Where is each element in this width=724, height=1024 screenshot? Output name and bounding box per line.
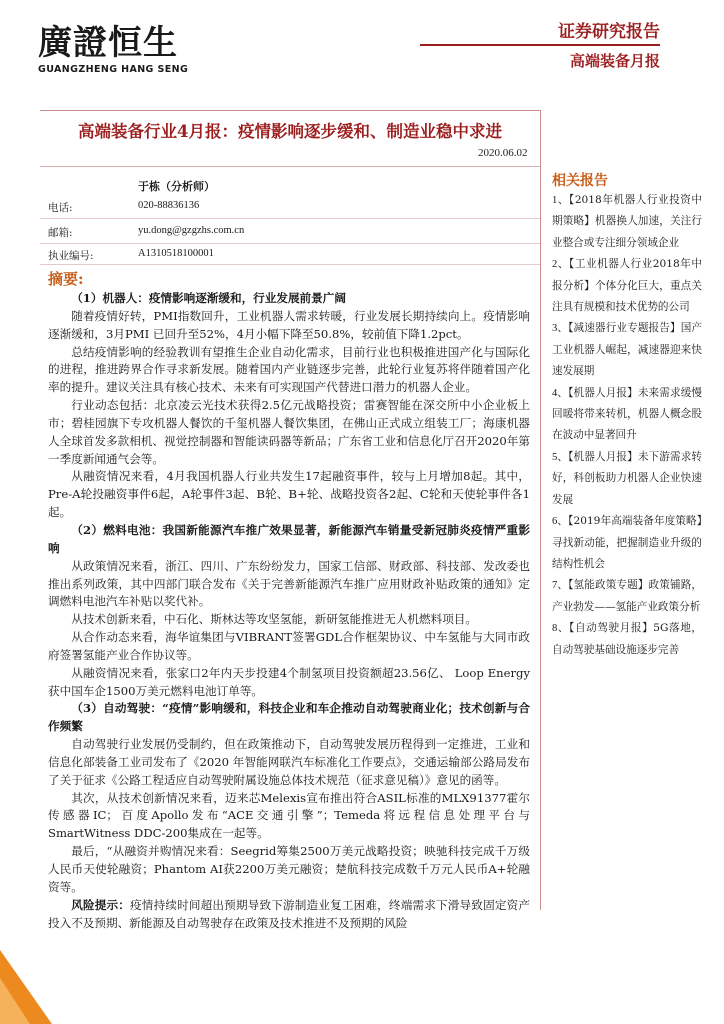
info-divider: [40, 243, 540, 244]
item-text: 【自动驾驶月报】5G落地，自动驾驶基础设施逐步完善: [552, 622, 703, 656]
header-divider: [420, 44, 660, 46]
item-text: 【机器人月报】未下游需求转好，科创板助力机器人企业快速发展: [552, 450, 703, 506]
related-report-item[interactable]: [552, 190, 702, 254]
item-text: 【氢能政策专题】政策铺路，产业勃发——氢能产业政策分析: [552, 579, 703, 613]
report-date: 2020.06.02: [478, 147, 528, 159]
paragraph: 自动驾驶行业发展仍受制约，但在政策推动下，自动驾驶发展历程得到一定推进，工业和信息化部装备工业司发布了《2020 年智能网联汽车标准化工作要点》，交通运输部公路局发布了关于征求《公路工程适应自动驾驶附属设施总体技术规范（征求意见稿）》意见的函等。: [48, 737, 530, 787]
section-heading-fuel-cell: （2）燃料电池：我国新能源汽车推广效果显著，新能源汽车销量受新冠肺炎疫情严重影响: [48, 522, 530, 555]
paragraph: 从融资情况来看，4月我国机器人行业共发生17起融资事件，较与上月增加8起。其中，Pre-A轮投融资事件6起，A轮事件3起、B轮、B+轮、战略投资各2起、C轮和天使轮事件各1起。: [48, 469, 530, 520]
item-text: 【2019年高端装备年度策略】寻找新动能，把握制造业升级的结构性机会: [552, 515, 702, 570]
paragraph: 最后，“从融资并购情况来看：Seegrid筹集2500万美元战略投资；映驰科技完成千万级人民币天使轮融资；Phantom AI获2200万美元融资；楚航科技完成数千万元人民币A+轮融资等。: [48, 844, 530, 894]
related-report-item[interactable]: [552, 383, 702, 447]
related-reports-title: 相关报告: [552, 173, 608, 189]
related-reports-list: [552, 190, 702, 661]
paragraph: 从融资情况来看，张家口2年内天步投建4个制氢项目投资额超23.56亿、 Loop Energy获中国车企1500万美元燃料电池订单等。: [48, 665, 530, 698]
item-number: 6、: [552, 516, 569, 528]
corner-decoration-inner: [0, 978, 30, 1024]
email-value: yu.dong@gzgzhs.com.cn: [138, 225, 245, 236]
analyst-top-rule: [40, 166, 540, 167]
title-top-rule: [40, 110, 540, 111]
risk-label: 风险提示：: [71, 897, 131, 912]
item-number: 4、: [552, 387, 569, 399]
phone-value: 020-88836136: [138, 200, 200, 211]
info-divider: [40, 218, 540, 219]
report-series: 高端装备月报: [569, 52, 660, 70]
paragraph: 随着疫情好转，PMI指数回升，工业机器人需求转暖，行业发展长期持续向上。疫情影响逐渐缓和，3月PMI 已回升至52%，4月小幅下降至50.8%，较前值下降1.2pct。: [48, 308, 530, 341]
related-report-item[interactable]: [552, 318, 702, 382]
report-type: 证券研究报告: [558, 22, 660, 42]
logo-chinese: 廣證恒生: [38, 23, 178, 63]
related-report-item[interactable]: [552, 618, 702, 661]
section-heading-autonomous-driving: （3）自动驾驶：“疫情”影响缓和，科技企业和车企推动自动驾驶商业化；技术创新与合作频繁: [48, 701, 530, 734]
license-label: 执业编号:: [48, 250, 94, 262]
abstract-title: 摘要:: [48, 270, 84, 288]
paragraph: 从政策情况来看，浙江、四川、广东纷纷发力，国家工信部、财政部、科技部、发改委也推出系列政策，其中四部门联合发布《关于完善新能源汽车推广应用财政补贴政策的通知》定调燃料电池汽车补贴以奖代补。: [48, 558, 530, 609]
logo-english: GUANGZHENG HANG SENG: [38, 64, 189, 75]
license-value: A1310518100001: [138, 248, 214, 259]
paragraph: 从技术创新来看，中石化、斯林达等攻坚氢能，新研氢能推进无人机燃料项目。: [71, 612, 477, 627]
paragraph: 总结疫情影响的经验教训有望推生企业自动化需求，目前行业也积极推进国产化与国际化的进程，推进跨界合作寻求新发展。随着国内产业链逐步完善，此轮行业复苏将伴随着国产化率的提升。建议关注具有核心技术、未来有可实现国产代替进口潜力的机器人企业。: [48, 344, 530, 395]
risk-text: 疫情持续时间超出预期导致下游制造业复工困难，终端需求下滑导致固定资产投入不及预期、新能源及自动驾驶存在政策及技术推进不及预期的风险: [48, 897, 530, 930]
email-label: 邮箱:: [48, 227, 73, 239]
column-divider: [540, 110, 541, 910]
item-number: 1、: [552, 195, 569, 206]
related-report-item[interactable]: [552, 447, 702, 511]
item-number: 7、: [552, 580, 569, 592]
analyst-name: 于栋（分析师）: [138, 180, 215, 193]
related-report-item[interactable]: [552, 511, 702, 575]
company-logo: [38, 24, 188, 75]
item-number: 3、: [552, 323, 569, 335]
related-report-item[interactable]: [552, 254, 702, 318]
info-divider: [40, 264, 540, 265]
item-number: 8、: [552, 623, 570, 635]
item-number: 5、: [552, 451, 569, 463]
item-text: 【减速器行业专题报告】国产工业机器人崛起，减速器迎来快速发展期: [552, 322, 703, 378]
page-title: 高端装备行业4月报：疫情影响逐步缓和、制造业稳中求进: [78, 122, 502, 141]
phone-label: 电话:: [48, 202, 73, 214]
item-text: 【2018年机器人行业投资中期策略】机器换人加速，关注行业整合或专注细分领域企业: [552, 194, 702, 249]
section-heading-robots: （1）机器人：疫情影响逐渐缓和，行业发展前景广阔: [71, 291, 346, 305]
paragraph: 从合作动态来看，海华谊集团与VIBRANT签署GDL合作框架协议、中车氢能与大同市政府签署氢能产业合作协议等。: [48, 630, 530, 662]
abstract-body: [48, 290, 530, 932]
item-text: 【工业机器人行业2018年中报分析】个体分化巨大，重点关注具有规模和技术优势的公司: [552, 258, 702, 314]
paragraph: 行业动态包括：北京凌云光技术获得2.5亿元战略投资；雷赛智能在深交所中小企业板上市；碧桂园旗下专攻机器人餐饮的千玺机器人餐饮集团，在佛山正式成立组装工厂；海康机器人全球首发多款相机、视觉控制器和智能读码器等新品；广东省工业和信息化厅召开2020年第一季度新闻通气会等。: [48, 398, 530, 466]
paragraph: 其次，从技术创新情况来看，迈来芯Melexis宣布推出符合ASIL标准的MLX91377霍尔传感器IC；百度Apollo发布“ACE交通引擎”；Temeda将远程信息处理平台与SmartWitness DDC-200集成在一起等。: [48, 790, 530, 841]
related-report-item[interactable]: [552, 575, 702, 618]
item-number: 2、: [552, 259, 569, 271]
item-text: 【机器人月报】未来需求缓慢回暖将带来转机，机器人概念股在波动中显著回升: [552, 386, 703, 442]
risk-warning: [48, 897, 530, 933]
